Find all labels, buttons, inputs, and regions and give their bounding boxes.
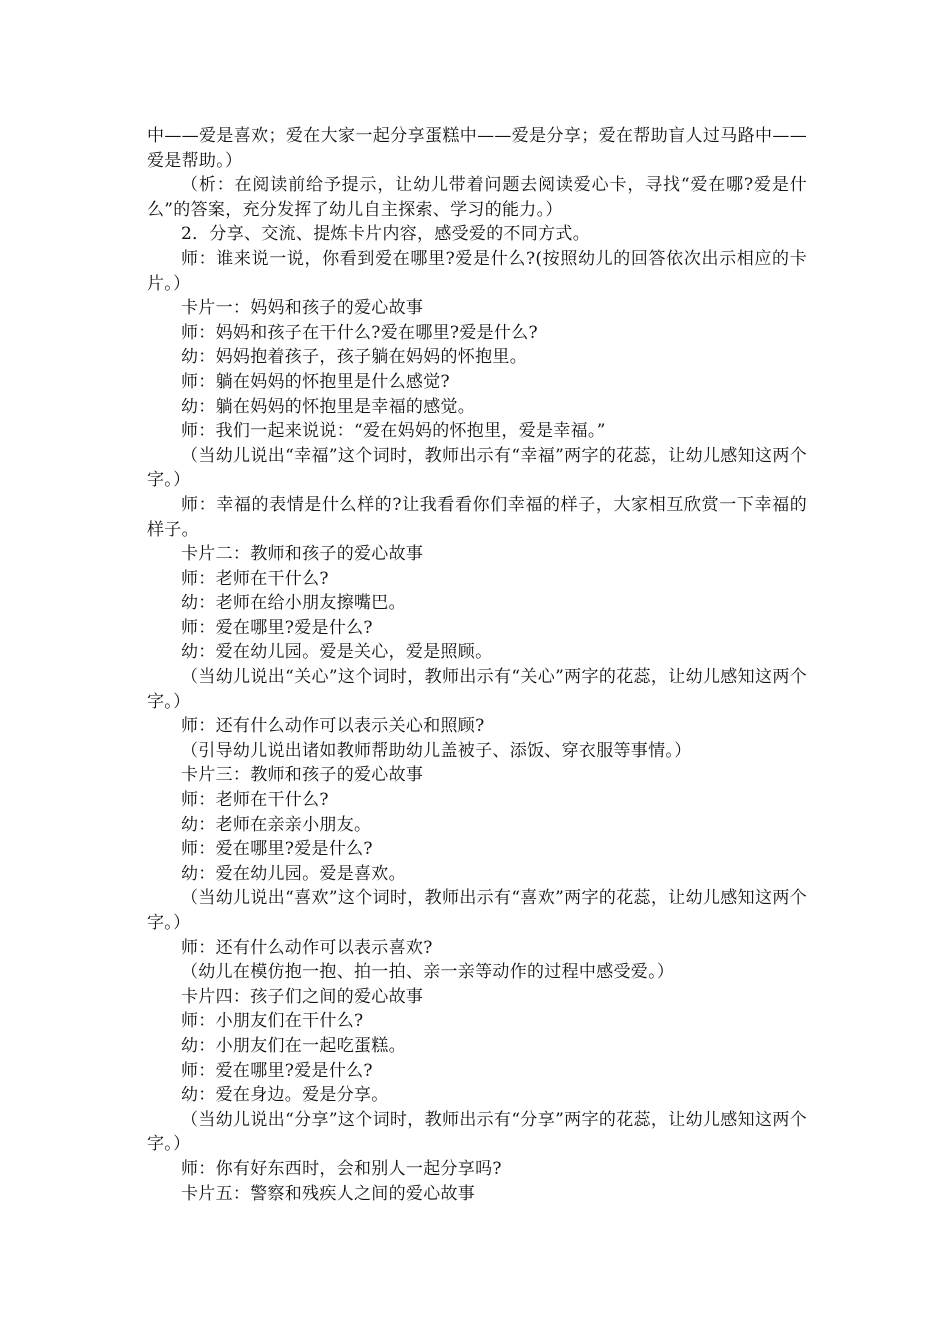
paragraph: （幼儿在模仿抱一抱、拍一拍、亲一亲等动作的过程中感受爱。） xyxy=(181,962,675,983)
paragraph: 师：谁来说一说，你看到爱在哪里?爱是什么?(按照幼儿的回答依次出示相应的卡片。） xyxy=(147,248,807,294)
paragraph: 幼：小朋友们在一起吃蛋糕。 xyxy=(181,1035,406,1056)
paragraph: 幼：爱在身边。爱是分享。 xyxy=(181,1085,389,1106)
paragraph: 2．分享、交流、提炼卡片内容，感受爱的不同方式。 xyxy=(181,224,591,245)
paragraph: 师：我们一起来说说：“爱在妈妈的怀抱里，爱是幸福。” xyxy=(181,421,606,442)
paragraph: 师：爱在哪里?爱是什么? xyxy=(181,839,373,860)
paragraph: 师：幸福的表情是什么样的?让我看看你们幸福的样子，大家相互欣赏一下幸福的样子。 xyxy=(147,494,807,540)
paragraph: 师：你有好东西时，会和别人一起分享吗? xyxy=(181,1158,502,1179)
paragraph: 师：还有什么动作可以表示喜欢? xyxy=(181,937,433,958)
paragraph: 师：老师在干什么? xyxy=(181,568,329,589)
paragraph: 中——爱是喜欢；爱在大家一起分享蛋糕中——爱是分享；爱在帮助盲人过马路中——爱是帮助。） xyxy=(147,126,807,171)
paragraph: 师：还有什么动作可以表示关心和照顾? xyxy=(181,716,485,737)
paragraph: 师：老师在干什么? xyxy=(181,790,329,811)
paragraph: （当幼儿说出“喜欢”这个词时，教师出示有“喜欢”两字的花蕊，让幼儿感知这两个字。） xyxy=(147,888,807,933)
document-body xyxy=(147,124,807,1206)
paragraph: 卡片四：孩子们之间的爱心故事 xyxy=(181,986,424,1007)
paragraph: 幼：老师在亲亲小朋友。 xyxy=(181,814,372,835)
paragraph: 幼：躺在妈妈的怀抱里是幸福的感觉。 xyxy=(181,396,476,417)
paragraph: （当幼儿说出“幸福”这个词时，教师出示有“幸福”两字的花蕊，让幼儿感知这两个字。） xyxy=(147,445,807,491)
paragraph: 卡片一：妈妈和孩子的爱心故事 xyxy=(181,298,424,319)
paragraph: （当幼儿说出“分享”这个词时，教师出示有“分享”两字的花蕊，让幼儿感知这两个字。） xyxy=(147,1109,807,1155)
paragraph: 师：躺在妈妈的怀抱里是什么感觉? xyxy=(181,371,450,392)
paragraph: （析：在阅读前给予提示，让幼儿带着问题去阅读爱心卡，寻找“爱在哪?爱是什么”的答案，充分发挥了幼儿自主探索、学习的能力。） xyxy=(147,175,807,220)
paragraph: 幼：老师在给小朋友擦嘴巴。 xyxy=(181,593,406,614)
paragraph: 师：妈妈和孩子在干什么?爱在哪里?爱是什么? xyxy=(181,322,538,343)
paragraph: 卡片三：教师和孩子的爱心故事 xyxy=(181,765,424,786)
paragraph: 师：爱在哪里?爱是什么? xyxy=(181,1060,373,1081)
paragraph: 幼：妈妈抱着孩子，孩子躺在妈妈的怀抱里。 xyxy=(181,347,527,368)
paragraph: 幼：爱在幼儿园。爱是喜欢。 xyxy=(181,863,406,884)
paragraph: 卡片二：教师和孩子的爱心故事 xyxy=(181,544,424,565)
paragraph: （引导幼儿说出诸如教师帮助幼儿盖被子、添饭、穿衣服等事情。） xyxy=(181,740,692,761)
paragraph: （当幼儿说出“关心”这个词时，教师出示有“关心”两字的花蕊，让幼儿感知这两个字。） xyxy=(147,667,807,712)
paragraph: 师：爱在哪里?爱是什么? xyxy=(181,617,373,638)
paragraph: 幼：爱在幼儿园。爱是关心，爱是照顾。 xyxy=(181,642,493,663)
paragraph: 卡片五：警察和残疾人之间的爱心故事 xyxy=(181,1183,476,1204)
paragraph: 师：小朋友们在干什么? xyxy=(181,1011,364,1032)
